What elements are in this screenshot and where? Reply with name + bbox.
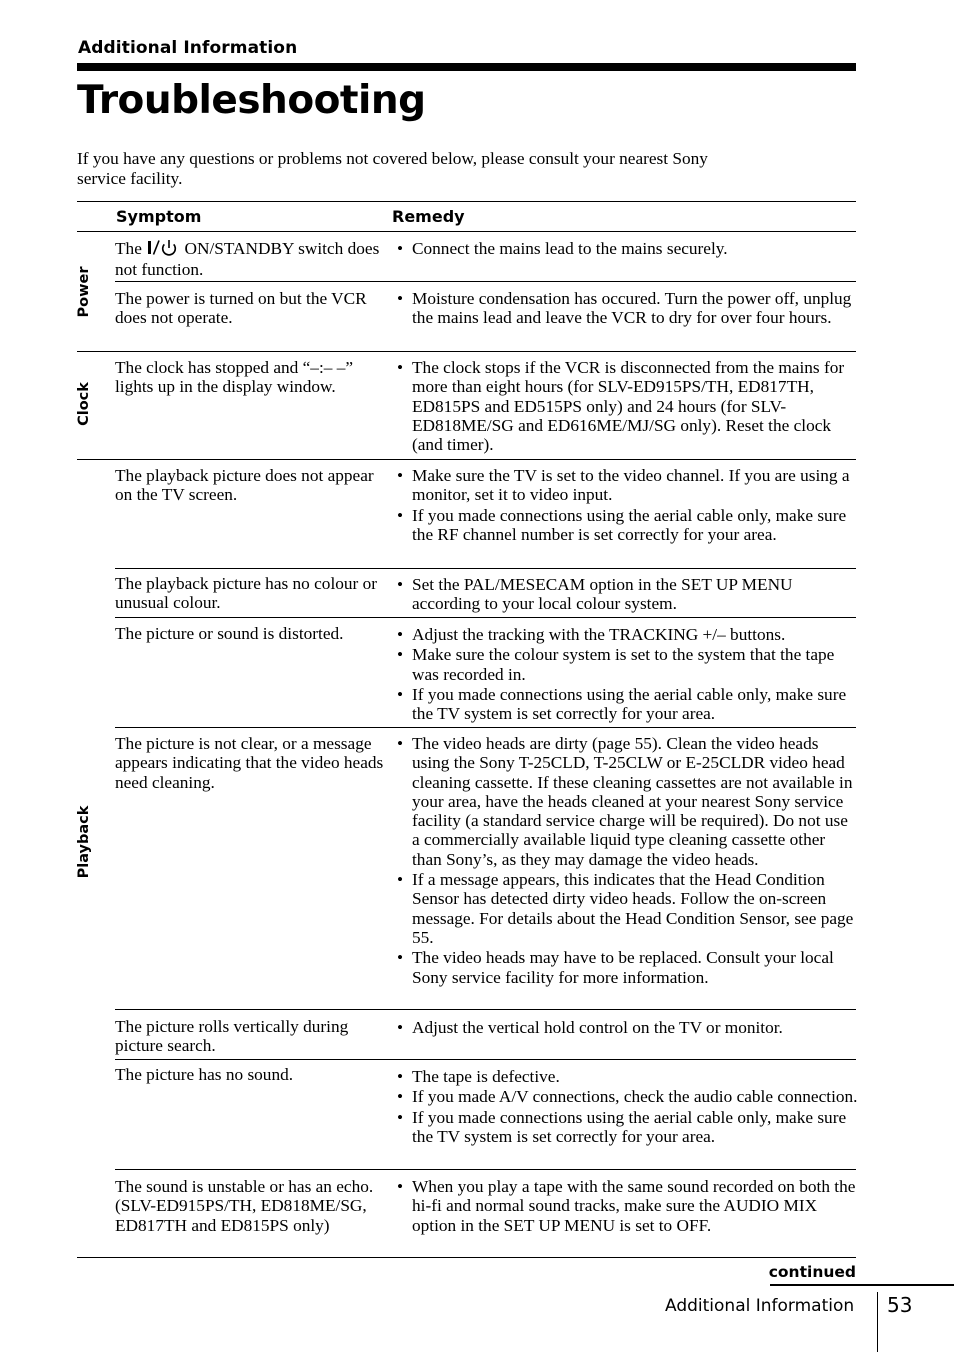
row-rule bbox=[115, 568, 856, 569]
remedy-item: • Make sure the colour system is set to the system that the tape was recorded in. bbox=[394, 645, 858, 684]
symptom-cell: The sound is unstable or has an echo. (SLV-ED915PS/TH, ED818ME/SG, ED817TH and ED815PS only) bbox=[115, 1177, 374, 1235]
footer-divider bbox=[877, 1292, 878, 1352]
remedy-cell bbox=[394, 575, 858, 615]
table-top-rule bbox=[77, 201, 856, 202]
row-rule bbox=[115, 1009, 856, 1010]
remedy-cell bbox=[394, 239, 858, 259]
remedy-item: • The video heads may have to be replaced. Consult your local Sony service facility for more information. bbox=[394, 948, 858, 987]
symptom-cell: The picture is not clear, or a message appears indicating that the video heads need cleaning. bbox=[115, 734, 384, 792]
remedy-cell bbox=[394, 1177, 858, 1236]
remedy-item: • If you made A/V connections, check the audio cable connection. bbox=[394, 1087, 858, 1106]
remedy-column-header: Remedy bbox=[392, 207, 465, 226]
page-title: Troubleshooting bbox=[77, 78, 426, 123]
row-rule bbox=[115, 1169, 856, 1170]
symptom-cell: The playback picture does not appear on the TV screen. bbox=[115, 466, 374, 505]
remedy-cell bbox=[394, 734, 858, 988]
remedy-item: • The clock stops if the VCR is disconnected from the mains for more than eight hours (for SLV-ED915PS/TH, ED817TH, ED815PS and ED515PS only) and 24 hours (for SLV-ED818ME/SG and ED616ME/MJ/SG only). Reset the clock (and timer). bbox=[394, 358, 858, 454]
remedy-cell bbox=[394, 1067, 858, 1147]
remedy-cell bbox=[394, 625, 858, 724]
section-label: Additional Information bbox=[78, 38, 298, 58]
remedy-item: • Connect the mains lead to the mains securely. bbox=[394, 239, 858, 258]
row-rule bbox=[115, 727, 856, 728]
remedy-cell bbox=[394, 466, 858, 545]
symptom-cell: The clock has stopped and “–:– –” lights up in the display window. bbox=[115, 358, 354, 397]
remedy-item: • The video heads are dirty (page 55). Clean the video heads using the Sony T-25CLD, T-25CLW or E-25CLDR video head cleaning cassette. If these cleaning cassettes are not available in your area, have the heads cleaned at your nearest Sony service facility (a standard service charge will be required). Do not use a commercially available liquid type cleaning cassette other than Sony’s, as they may damage the video heads. bbox=[394, 734, 858, 869]
on-standby-power-icon bbox=[146, 239, 180, 260]
continued-label: continued bbox=[768, 1263, 856, 1281]
symptom-cell: The playback picture has no colour or unusual colour. bbox=[115, 574, 378, 613]
footer-rule bbox=[770, 1284, 954, 1286]
header-rule bbox=[77, 231, 856, 232]
remedy-item: • Adjust the tracking with the TRACKING +/– buttons. bbox=[394, 625, 858, 644]
row-rule bbox=[115, 281, 856, 282]
intro-paragraph: If you have any questions or problems not covered below, please consult your nearest Sony service facility. bbox=[77, 149, 708, 188]
group-rule bbox=[77, 459, 856, 460]
symptom-cell: The picture rolls vertically during picture search. bbox=[115, 1017, 349, 1056]
symptom-cell: The picture has no sound. bbox=[115, 1065, 294, 1084]
remedy-item: • If you made connections using the aerial cable only, make sure the TV system is set correctly for your area. bbox=[394, 685, 858, 724]
group-rule bbox=[77, 351, 856, 352]
symptom-cell: The ON/STANDBY switch does not function. bbox=[115, 239, 380, 280]
footer-section-label: Additional Information bbox=[665, 1296, 855, 1316]
remedy-item: • When you play a tape with the same sound recorded on both the hi-fi and normal sound tracks, make sure the AUDIO MIX option in the SET UP MENU is set to OFF. bbox=[394, 1177, 858, 1235]
remedy-item: • Adjust the vertical hold control on the TV or monitor. bbox=[394, 1018, 858, 1037]
symptom-cell: The power is turned on but the VCR does not operate. bbox=[115, 289, 367, 328]
remedy-cell bbox=[394, 358, 858, 455]
remedy-cell bbox=[394, 1018, 858, 1038]
symptom-cell: The picture or sound is distorted. bbox=[115, 624, 344, 643]
page-number: 53 bbox=[887, 1293, 913, 1317]
row-rule bbox=[115, 617, 856, 618]
remedy-item: • Moisture condensation has occured. Turn the power off, unplug the mains lead and leave the VCR to dry for over four hours. bbox=[394, 289, 858, 328]
remedy-cell bbox=[394, 289, 858, 329]
row-rule bbox=[115, 1059, 856, 1060]
remedy-item: • The tape is defective. bbox=[394, 1067, 858, 1086]
symptom-column-header: Symptom bbox=[116, 207, 202, 226]
remedy-item: • If you made connections using the aerial cable only, make sure the TV system is set correctly for your area. bbox=[394, 1108, 858, 1147]
remedy-item: • If a message appears, this indicates that the Head Condition Sensor has detected dirty video heads. Follow the on-screen message. For details about the Head Condition Sensor, see page 55. bbox=[394, 870, 858, 947]
remedy-item: • If you made connections using the aerial cable only, make sure the RF channel number is set correctly for your area. bbox=[394, 506, 858, 545]
table-bottom-rule bbox=[77, 1257, 856, 1258]
remedy-item: • Make sure the TV is set to the video channel. If you are using a monitor, set it to video input. bbox=[394, 466, 858, 505]
remedy-item: • Set the PAL/MESECAM option in the SET UP MENU according to your local colour system. bbox=[394, 575, 858, 614]
top-rule bbox=[77, 63, 856, 71]
